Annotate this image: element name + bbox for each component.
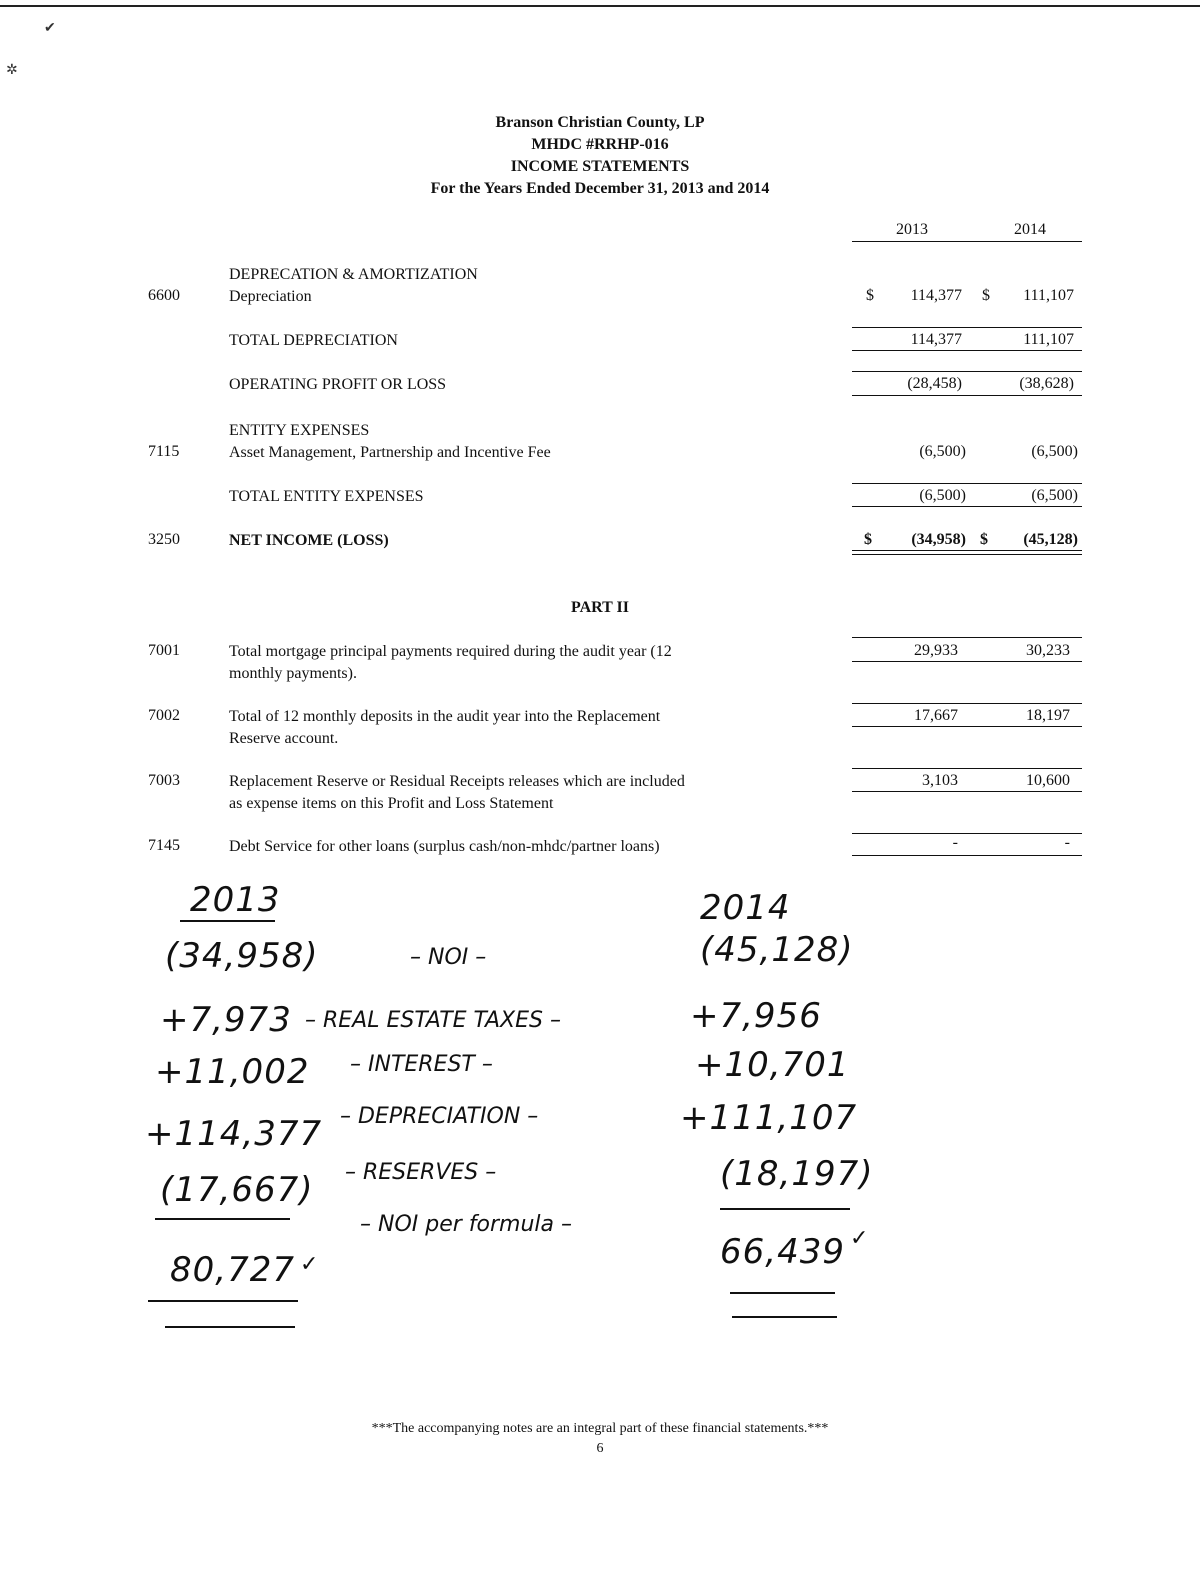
total-entity-expenses-label: TOTAL ENTITY EXPENSES	[229, 488, 424, 505]
check-mark-icon: ✓	[300, 1252, 319, 1277]
rule	[852, 483, 1082, 484]
footer-note: ***The accompanying notes are an integral part of these financial statements.***	[371, 1421, 829, 1436]
page-top-edge	[0, 0, 1200, 7]
handwritten-result-label: – NOI per formula –	[360, 1212, 572, 1237]
handwritten-interest-label: – INTEREST –	[350, 1052, 493, 1077]
depreciation-2014: 111,107	[1023, 287, 1074, 304]
code-7002: 7002	[148, 707, 180, 724]
row-7145-label-1: Debt Service for other loans (surplus cash/non-mhdc/partner loans)	[229, 838, 660, 855]
scan-speck: ✲	[6, 63, 18, 78]
handwritten-reserves-2014: (18,197)	[720, 1154, 874, 1194]
header-rule	[852, 241, 1082, 242]
handwritten-taxes-label: – REAL ESTATE TAXES –	[305, 1008, 561, 1033]
handwritten-depreciation-2014: +111,107	[680, 1098, 858, 1138]
page-number: 6	[596, 1441, 604, 1456]
rule	[852, 855, 1082, 856]
handwritten-reserves-label: – RESERVES –	[345, 1160, 497, 1185]
depreciation-2013: 114,377	[910, 287, 962, 304]
handwritten-noi-2014: (45,128)	[700, 930, 854, 970]
code-7145: 7145	[148, 837, 180, 854]
rule	[852, 371, 1082, 372]
dollar-sign: $	[864, 531, 872, 548]
depreciation-heading: DEPRECATION & AMORTIZATION	[229, 266, 478, 283]
dollar-sign: $	[866, 287, 874, 304]
handwritten-result-2013: 80,727	[170, 1250, 295, 1290]
code-3250: 3250	[148, 531, 180, 548]
row-7003-2013: 3,103	[922, 772, 958, 789]
entity-expenses-heading: ENTITY EXPENSES	[229, 422, 370, 439]
row-7001-2014: 30,233	[1026, 642, 1070, 659]
handwritten-sum-line	[155, 1218, 290, 1220]
dollar-sign: $	[980, 531, 988, 548]
operating-profit-2013: (28,458)	[907, 375, 962, 392]
total-entity-expenses-2013: (6,500)	[919, 487, 966, 504]
handwritten-sum-line	[720, 1208, 850, 1210]
handwritten-double-underline	[165, 1326, 295, 1328]
row-7003-label-1: Replacement Reserve or Residual Receipts releases which are included	[229, 773, 685, 790]
col-year-2013: 2013	[896, 221, 928, 238]
row-7002-label-1: Total of 12 monthly deposits in the audit year into the Replacement	[229, 708, 661, 725]
rule	[852, 350, 1082, 351]
net-income-label: NET INCOME (LOSS)	[229, 532, 389, 549]
asset-management-2013: (6,500)	[919, 443, 966, 460]
rule	[852, 327, 1082, 328]
row-7145-2014: -	[1064, 834, 1070, 851]
check-mark-icon: ✓	[850, 1226, 869, 1251]
handwritten-taxes-2013: +7,973	[160, 1000, 292, 1040]
mhdc-number: MHDC #RRHP-016	[531, 136, 669, 153]
rule	[852, 726, 1082, 727]
handwritten-reserves-2013: (17,667)	[160, 1170, 314, 1210]
handwritten-interest-2014: +10,701	[695, 1045, 850, 1085]
code-7115: 7115	[148, 443, 180, 460]
row-7001-label-1: Total mortgage principal payments required during the audit year (12	[229, 643, 672, 660]
handwritten-year-2013: 2013	[190, 880, 281, 920]
total-depreciation-2014: 111,107	[1023, 331, 1074, 348]
code-7001: 7001	[148, 642, 180, 659]
double-rule	[852, 550, 1082, 555]
rule	[852, 703, 1082, 704]
handwritten-depreciation-2013: +114,377	[145, 1114, 323, 1154]
company-name: Branson Christian County, LP	[495, 114, 705, 131]
handwritten-noi-2013: (34,958)	[165, 936, 319, 976]
rule	[852, 661, 1082, 662]
scan-speck: ✔	[44, 21, 56, 36]
row-7001-label-2: monthly payments).	[229, 665, 357, 682]
row-7003-2014: 10,600	[1026, 772, 1070, 789]
handwritten-depreciation-label: – DEPRECIATION –	[340, 1104, 539, 1129]
rule	[852, 791, 1082, 792]
code-7003: 7003	[148, 772, 180, 789]
dollar-sign: $	[982, 287, 990, 304]
part-ii-heading: PART II	[571, 599, 629, 616]
row-7002-label-2: Reserve account.	[229, 730, 339, 747]
handwritten-double-underline	[148, 1300, 298, 1302]
row-7002-2014: 18,197	[1026, 707, 1070, 724]
handwritten-noi-label: – NOI –	[410, 945, 487, 970]
net-income-2013: (34,958)	[911, 531, 966, 548]
row-7145-2013: -	[952, 834, 958, 851]
handwritten-double-underline	[730, 1292, 835, 1294]
row-7001-2013: 29,933	[914, 642, 958, 659]
depreciation-label: Depreciation	[229, 288, 312, 305]
code-6600: 6600	[148, 287, 180, 304]
total-depreciation-2013: 114,377	[910, 331, 962, 348]
handwritten-underline	[180, 920, 275, 922]
total-depreciation-label: TOTAL DEPRECIATION	[229, 332, 398, 349]
operating-profit-2014: (38,628)	[1019, 375, 1074, 392]
statement-title: INCOME STATEMENTS	[510, 158, 690, 175]
handwritten-year-2014: 2014	[700, 888, 791, 928]
row-7003-label-2: as expense items on this Profit and Loss Statement	[229, 795, 554, 812]
handwritten-interest-2013: +11,002	[155, 1052, 310, 1092]
col-year-2014: 2014	[1014, 221, 1046, 238]
handwritten-taxes-2014: +7,956	[690, 996, 822, 1036]
operating-profit-label: OPERATING PROFIT OR LOSS	[229, 376, 447, 393]
total-entity-expenses-2014: (6,500)	[1031, 487, 1078, 504]
rule	[852, 395, 1082, 396]
rule	[852, 768, 1082, 769]
rule	[852, 506, 1082, 507]
handwritten-result-2014: 66,439	[720, 1232, 845, 1272]
statement-period: For the Years Ended December 31, 2013 and 2014	[430, 180, 770, 197]
asset-management-2014: (6,500)	[1031, 443, 1078, 460]
asset-management-label: Asset Management, Partnership and Incentive Fee	[229, 444, 551, 461]
row-7002-2013: 17,667	[914, 707, 958, 724]
handwritten-double-underline	[732, 1316, 837, 1318]
net-income-2014: (45,128)	[1023, 531, 1078, 548]
rule	[852, 637, 1082, 638]
